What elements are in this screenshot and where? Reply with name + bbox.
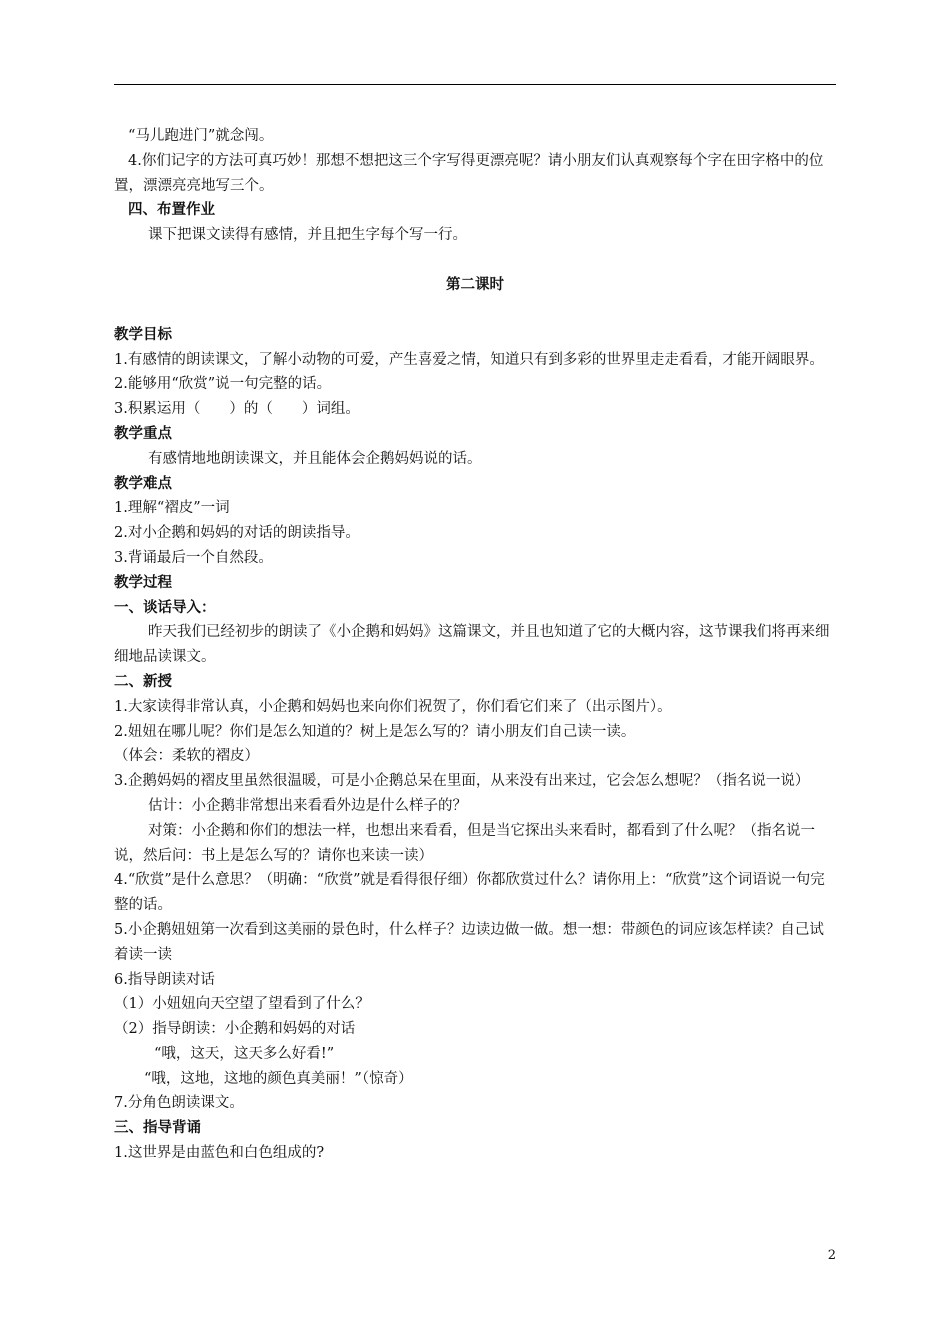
- list-item: 3.背诵最后一个自然段。: [114, 549, 273, 566]
- paragraph: 4.你们记字的方法可真巧妙！那想不想把这三个字写得更漂亮呢？请小朋友们认真观察每个字在田字格中的位置，漂漂亮亮地写三个。: [114, 152, 824, 194]
- section-heading: 教学目标: [114, 325, 172, 343]
- section-heading: 教学难点: [114, 474, 172, 492]
- list-item: 3.企鹅妈妈的褶皮里虽然很温暖，可是小企鹅总呆在里面，从来没有出来过，它会怎么想呢？（指名说一说）: [114, 773, 810, 790]
- list-item: 2.能够用“欣赏”说一句完整的话。: [114, 376, 332, 393]
- list-item: 3.积累运用（ ）的（ ）词组。: [114, 401, 360, 418]
- list-item: 1.这世界是由蓝色和白色组成的?: [114, 1145, 325, 1162]
- paragraph: 课下把课文读得有感情，并且把生字每个写一行。: [148, 227, 467, 244]
- list-item: 2.妞妞在哪儿呢？你们是怎么知道的？树上是怎么写的？请小朋友们自己读一读。: [114, 723, 636, 740]
- list-item: 1.理解“褶皮”一词: [114, 500, 230, 517]
- dialogue-line: “哦，这天，这天多么好看!”: [154, 1045, 335, 1062]
- paragraph: 昨天我们已经初步的朗读了《小企鹅和妈妈》这篇课文，并且也知道了它的大概内容，这节课我们将再来细细地品读课文。: [114, 624, 830, 666]
- paragraph: 估计：小企鹅非常想出来看看外边是什么样子的？: [148, 797, 467, 814]
- section-heading: 四、布置作业: [128, 201, 215, 219]
- section-heading: 二、新授: [114, 672, 172, 690]
- paragraph: 对策：小企鹅和你们的想法一样，也想出来看看，但是当它探出头来看时，都看到了什么呢？（指名说一说，然后问：书上是怎么写的？请你也来读一读）: [114, 822, 815, 864]
- paragraph: （体会：柔软的褶皮）: [114, 748, 259, 765]
- document-body: [114, 124, 836, 1166]
- paragraph: “马儿跑进门”就念闯。: [128, 128, 274, 144]
- page-number: 2: [827, 1248, 836, 1263]
- list-item: 7.分角色朗读课文。: [114, 1095, 244, 1112]
- section-heading: 一、谈话导入：: [114, 598, 216, 616]
- list-item: （2）指导朗读：小企鹅和妈妈的对话: [114, 1021, 356, 1038]
- list-item: 1.大家读得非常认真，小企鹅和妈妈也来向你们祝贺了，你们看它们来了（出示图片）。: [114, 698, 672, 715]
- list-item: 2.对小企鹅和妈妈的对话的朗读指导。: [114, 525, 360, 542]
- section-heading: 教学重点: [114, 424, 172, 442]
- paragraph: 有感情地地朗读课文，并且能体会企鹅妈妈说的话。: [148, 450, 482, 467]
- list-item: （1）小妞妞向天空望了望看到了什么？: [114, 996, 370, 1013]
- section-heading: 教学过程: [114, 573, 172, 591]
- section-heading: 三、指导背诵: [114, 1119, 201, 1137]
- list-item: 1.有感情的朗读课文，了解小动物的可爱，产生喜爱之情，知道只有到多彩的世界里走走看看，才能开阔眼界。: [114, 351, 824, 368]
- list-item: 4.“欣赏”是什么意思？（明确：“欣赏”就是看得很仔细）你都欣赏过什么？请你用上：“欣赏”这个词语说一句完整的话。: [114, 872, 825, 914]
- header-rule: [114, 84, 836, 85]
- lesson-title: 第二课时: [446, 275, 504, 293]
- list-item: 6.指导朗读对话: [114, 971, 215, 988]
- list-item: 5.小企鹅妞妞第一次看到这美丽的景色时，什么样子？边读边做一做。想一想：带颜色的词应该怎样读？自己试着读一读: [114, 921, 824, 963]
- dialogue-line: “哦，这地，这地的颜色真美丽！”（惊奇）: [144, 1070, 413, 1087]
